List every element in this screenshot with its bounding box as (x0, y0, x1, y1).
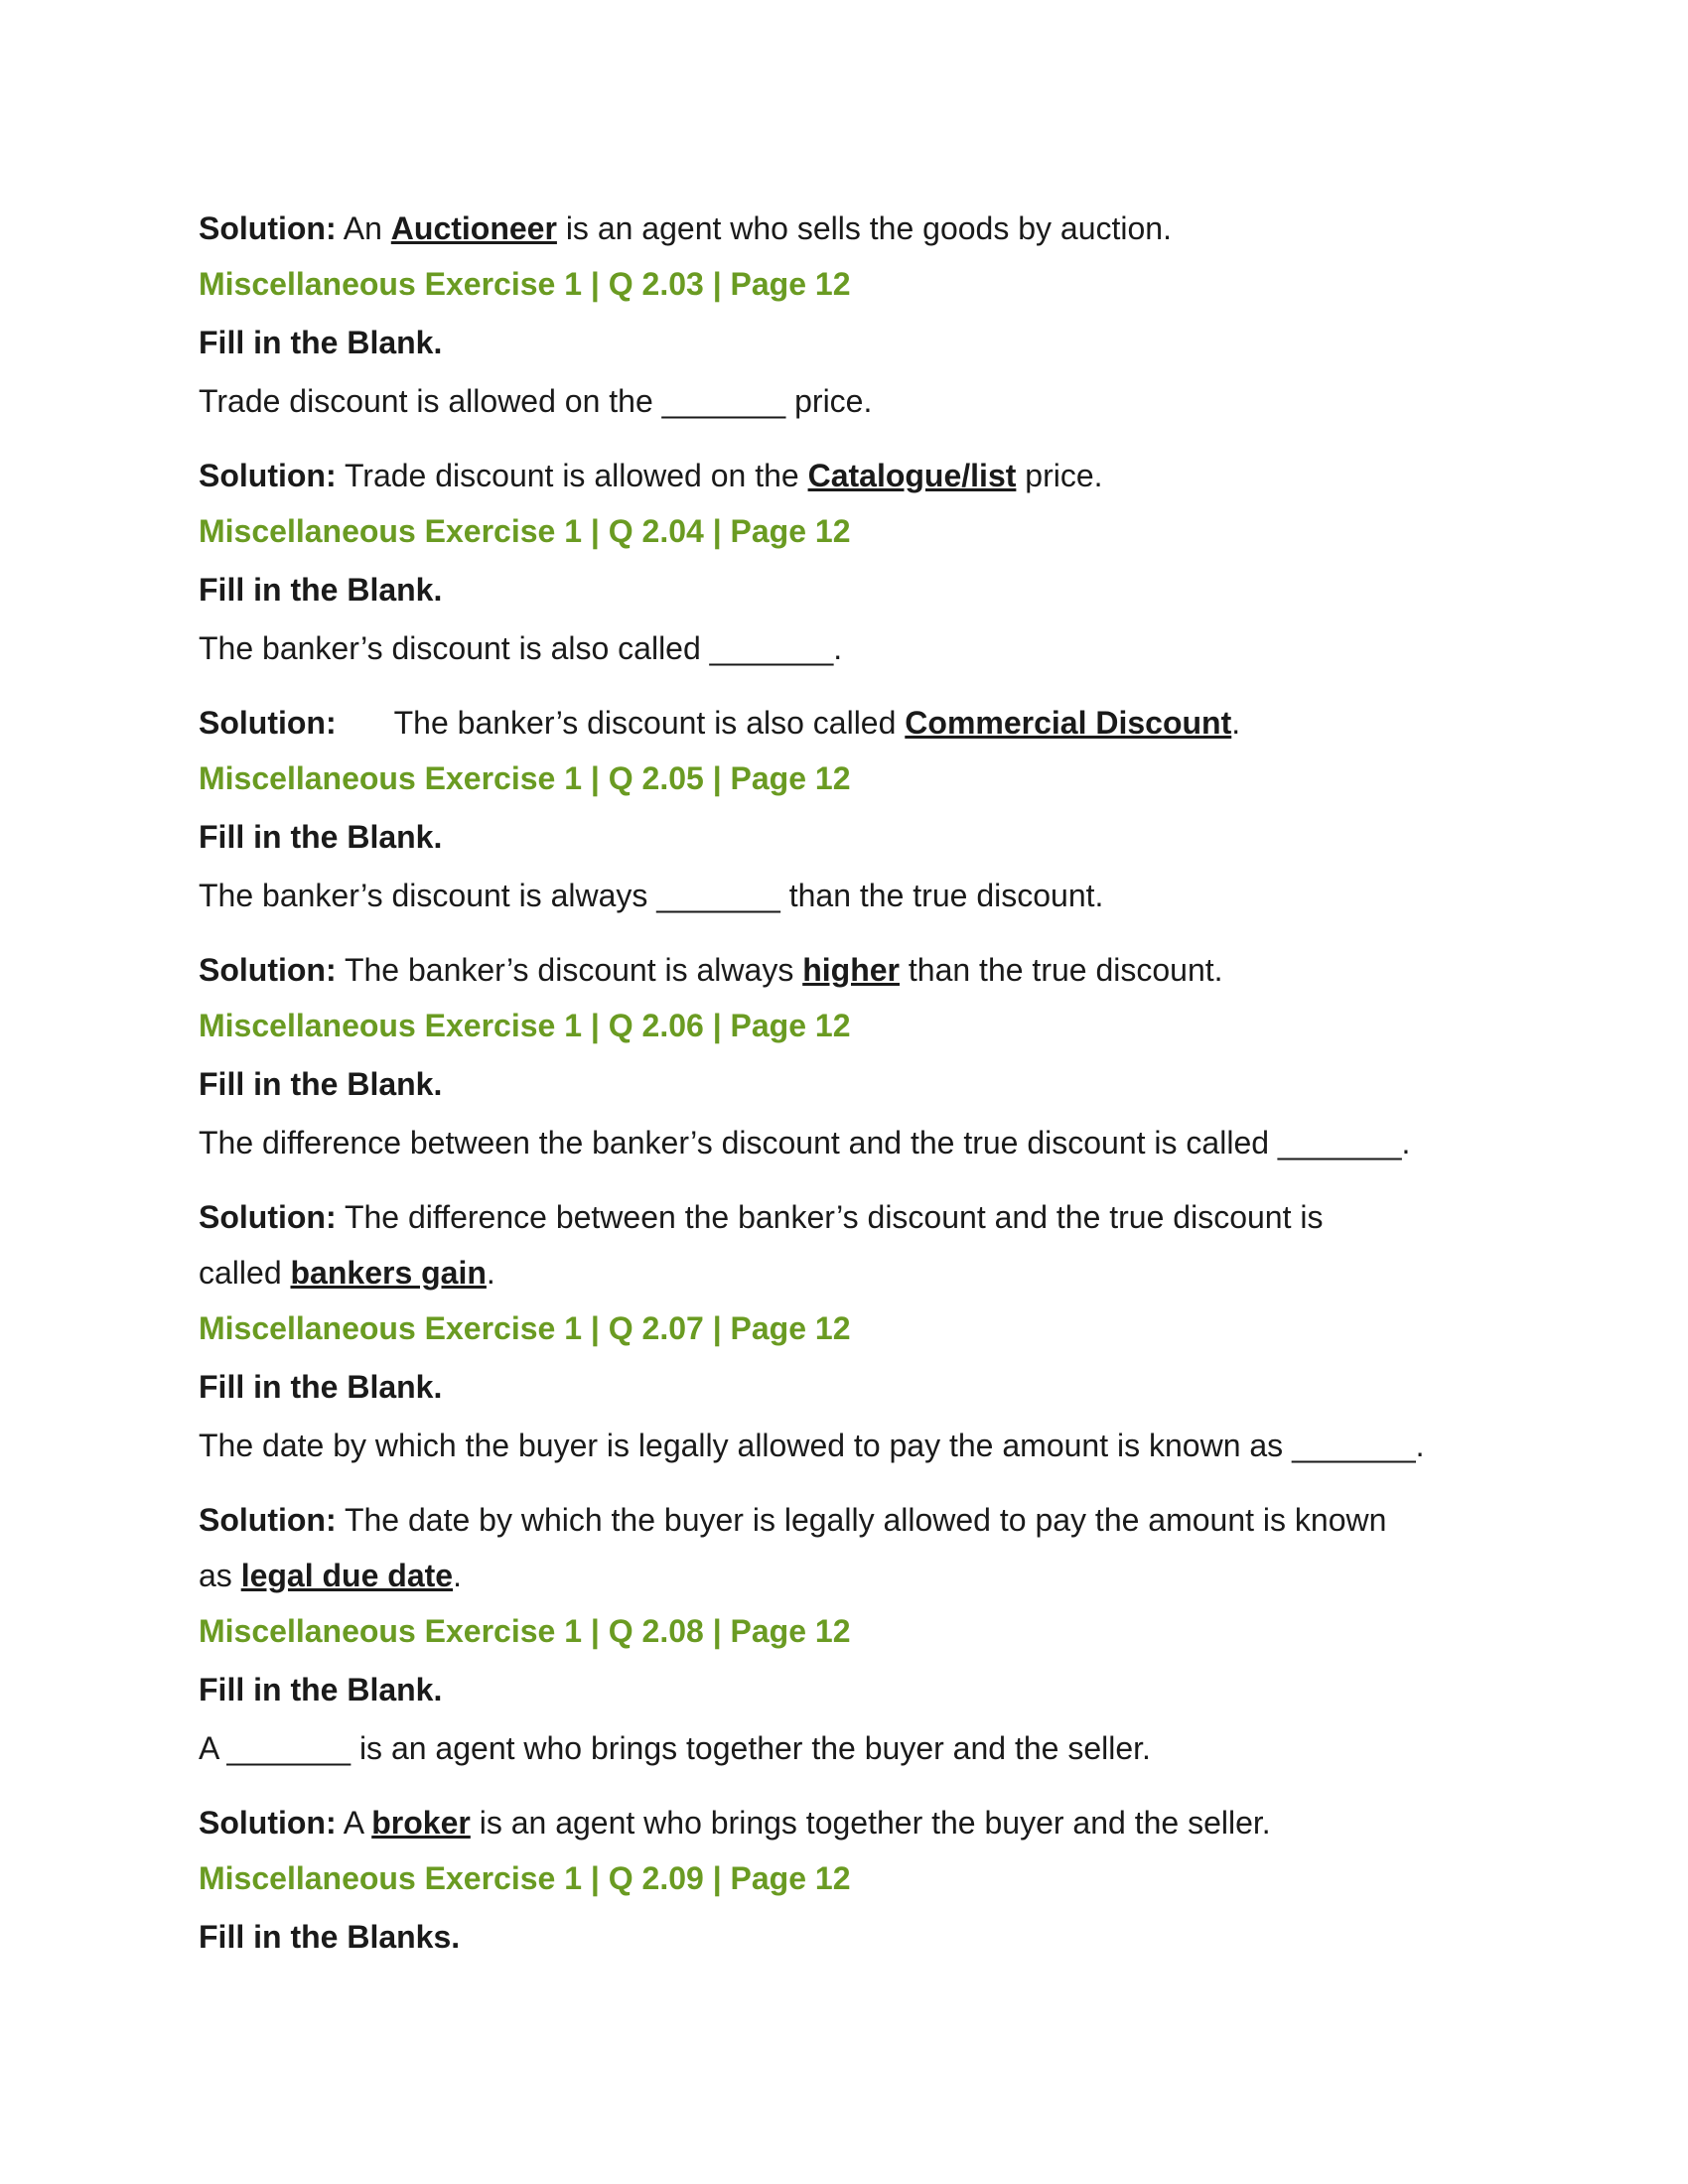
solution-line (199, 1500, 1489, 1540)
solution-label: Solution: (199, 705, 337, 741)
solution-answer: bankers gain (290, 1255, 487, 1291)
document-page (199, 208, 1489, 1957)
solution-line (199, 1803, 1489, 1843)
solution-answer: broker (371, 1805, 471, 1841)
fill-blank-title: Fill in the Blank. (199, 1672, 443, 1707)
solution-text: An (336, 210, 391, 246)
fill-blank-title: Fill in the Blank. (199, 1066, 443, 1102)
solution-text: as (199, 1558, 241, 1593)
solution-label: Solution: (199, 210, 337, 246)
exercise-heading: Miscellaneous Exercise 1 | Q 2.09 | Page 12 (199, 1860, 851, 1896)
fill-blank-title: Fill in the Blank. (199, 572, 443, 608)
solution-answer: Catalogue/list (807, 458, 1017, 493)
exercise-heading: Miscellaneous Exercise 1 | Q 2.07 | Page 12 (199, 1310, 851, 1346)
solution-text: A (336, 1805, 372, 1841)
question-text: Trade discount is allowed on the _______ price. (199, 383, 873, 419)
solution-answer: legal due date (240, 1558, 454, 1593)
question-text: The date by which the buyer is legally allowed to pay the amount is known as _______. (199, 1428, 1425, 1463)
solution-text: called (199, 1255, 291, 1291)
exercise-heading: Miscellaneous Exercise 1 | Q 2.04 | Page 12 (199, 513, 851, 549)
solution-label: Solution: (199, 458, 337, 493)
solution-text: is an agent who brings together the buyer and the seller. (470, 1805, 1271, 1841)
solution-line (199, 456, 1489, 495)
solution-text: The banker’s discount is also called (393, 705, 906, 741)
solution-line (199, 950, 1489, 990)
exercise-heading: Miscellaneous Exercise 1 | Q 2.03 | Page 12 (199, 266, 851, 302)
solution-text: . (1231, 705, 1241, 741)
fill-blank-title: Fill in the Blank. (199, 819, 443, 855)
exercise-heading: Miscellaneous Exercise 1 | Q 2.08 | Page 12 (199, 1613, 851, 1649)
solution-answer: Auctioneer (390, 210, 557, 246)
question-text: A _______ is an agent who brings together the buyer and the seller. (199, 1730, 1151, 1766)
solution-text: is an agent who sells the goods by auction. (556, 210, 1172, 246)
exercise-heading: Miscellaneous Exercise 1 | Q 2.06 | Page 12 (199, 1008, 851, 1043)
solution-line-continued (199, 1253, 1489, 1293)
fill-blank-title: Fill in the Blanks. (199, 1919, 461, 1955)
solution-text: price. (1016, 458, 1103, 493)
solution-label: Solution: (199, 1199, 337, 1235)
question-text: The difference between the banker’s discount and the true discount is called _______. (199, 1125, 1411, 1160)
solution-line (199, 208, 1489, 248)
solution-label: Solution: (199, 1805, 337, 1841)
solution-text: The date by which the buyer is legally allowed to pay the amount is known (336, 1502, 1387, 1538)
solution-line-continued (199, 1556, 1489, 1595)
solution-label: Solution: (199, 952, 337, 988)
solution-answer: higher (802, 952, 900, 988)
solution-text: . (453, 1558, 462, 1593)
question-text: The banker’s discount is also called _______. (199, 630, 843, 666)
solution-text: . (486, 1255, 495, 1291)
solution-line (199, 1197, 1489, 1237)
solution-line (199, 703, 1489, 743)
solution-text: Trade discount is allowed on the (336, 458, 808, 493)
exercise-heading: Miscellaneous Exercise 1 | Q 2.05 | Page 12 (199, 760, 851, 796)
fill-blank-title: Fill in the Blank. (199, 325, 443, 360)
solution-label: Solution: (199, 1502, 337, 1538)
solution-answer: Commercial Discount (905, 705, 1232, 741)
solution-text: The difference between the banker’s discount and the true discount is (336, 1199, 1324, 1235)
question-text: The banker’s discount is always _______ than the true discount. (199, 878, 1104, 913)
solution-text: The banker’s discount is always (336, 952, 803, 988)
fill-blank-title: Fill in the Blank. (199, 1369, 443, 1405)
solution-text: than the true discount. (899, 952, 1223, 988)
